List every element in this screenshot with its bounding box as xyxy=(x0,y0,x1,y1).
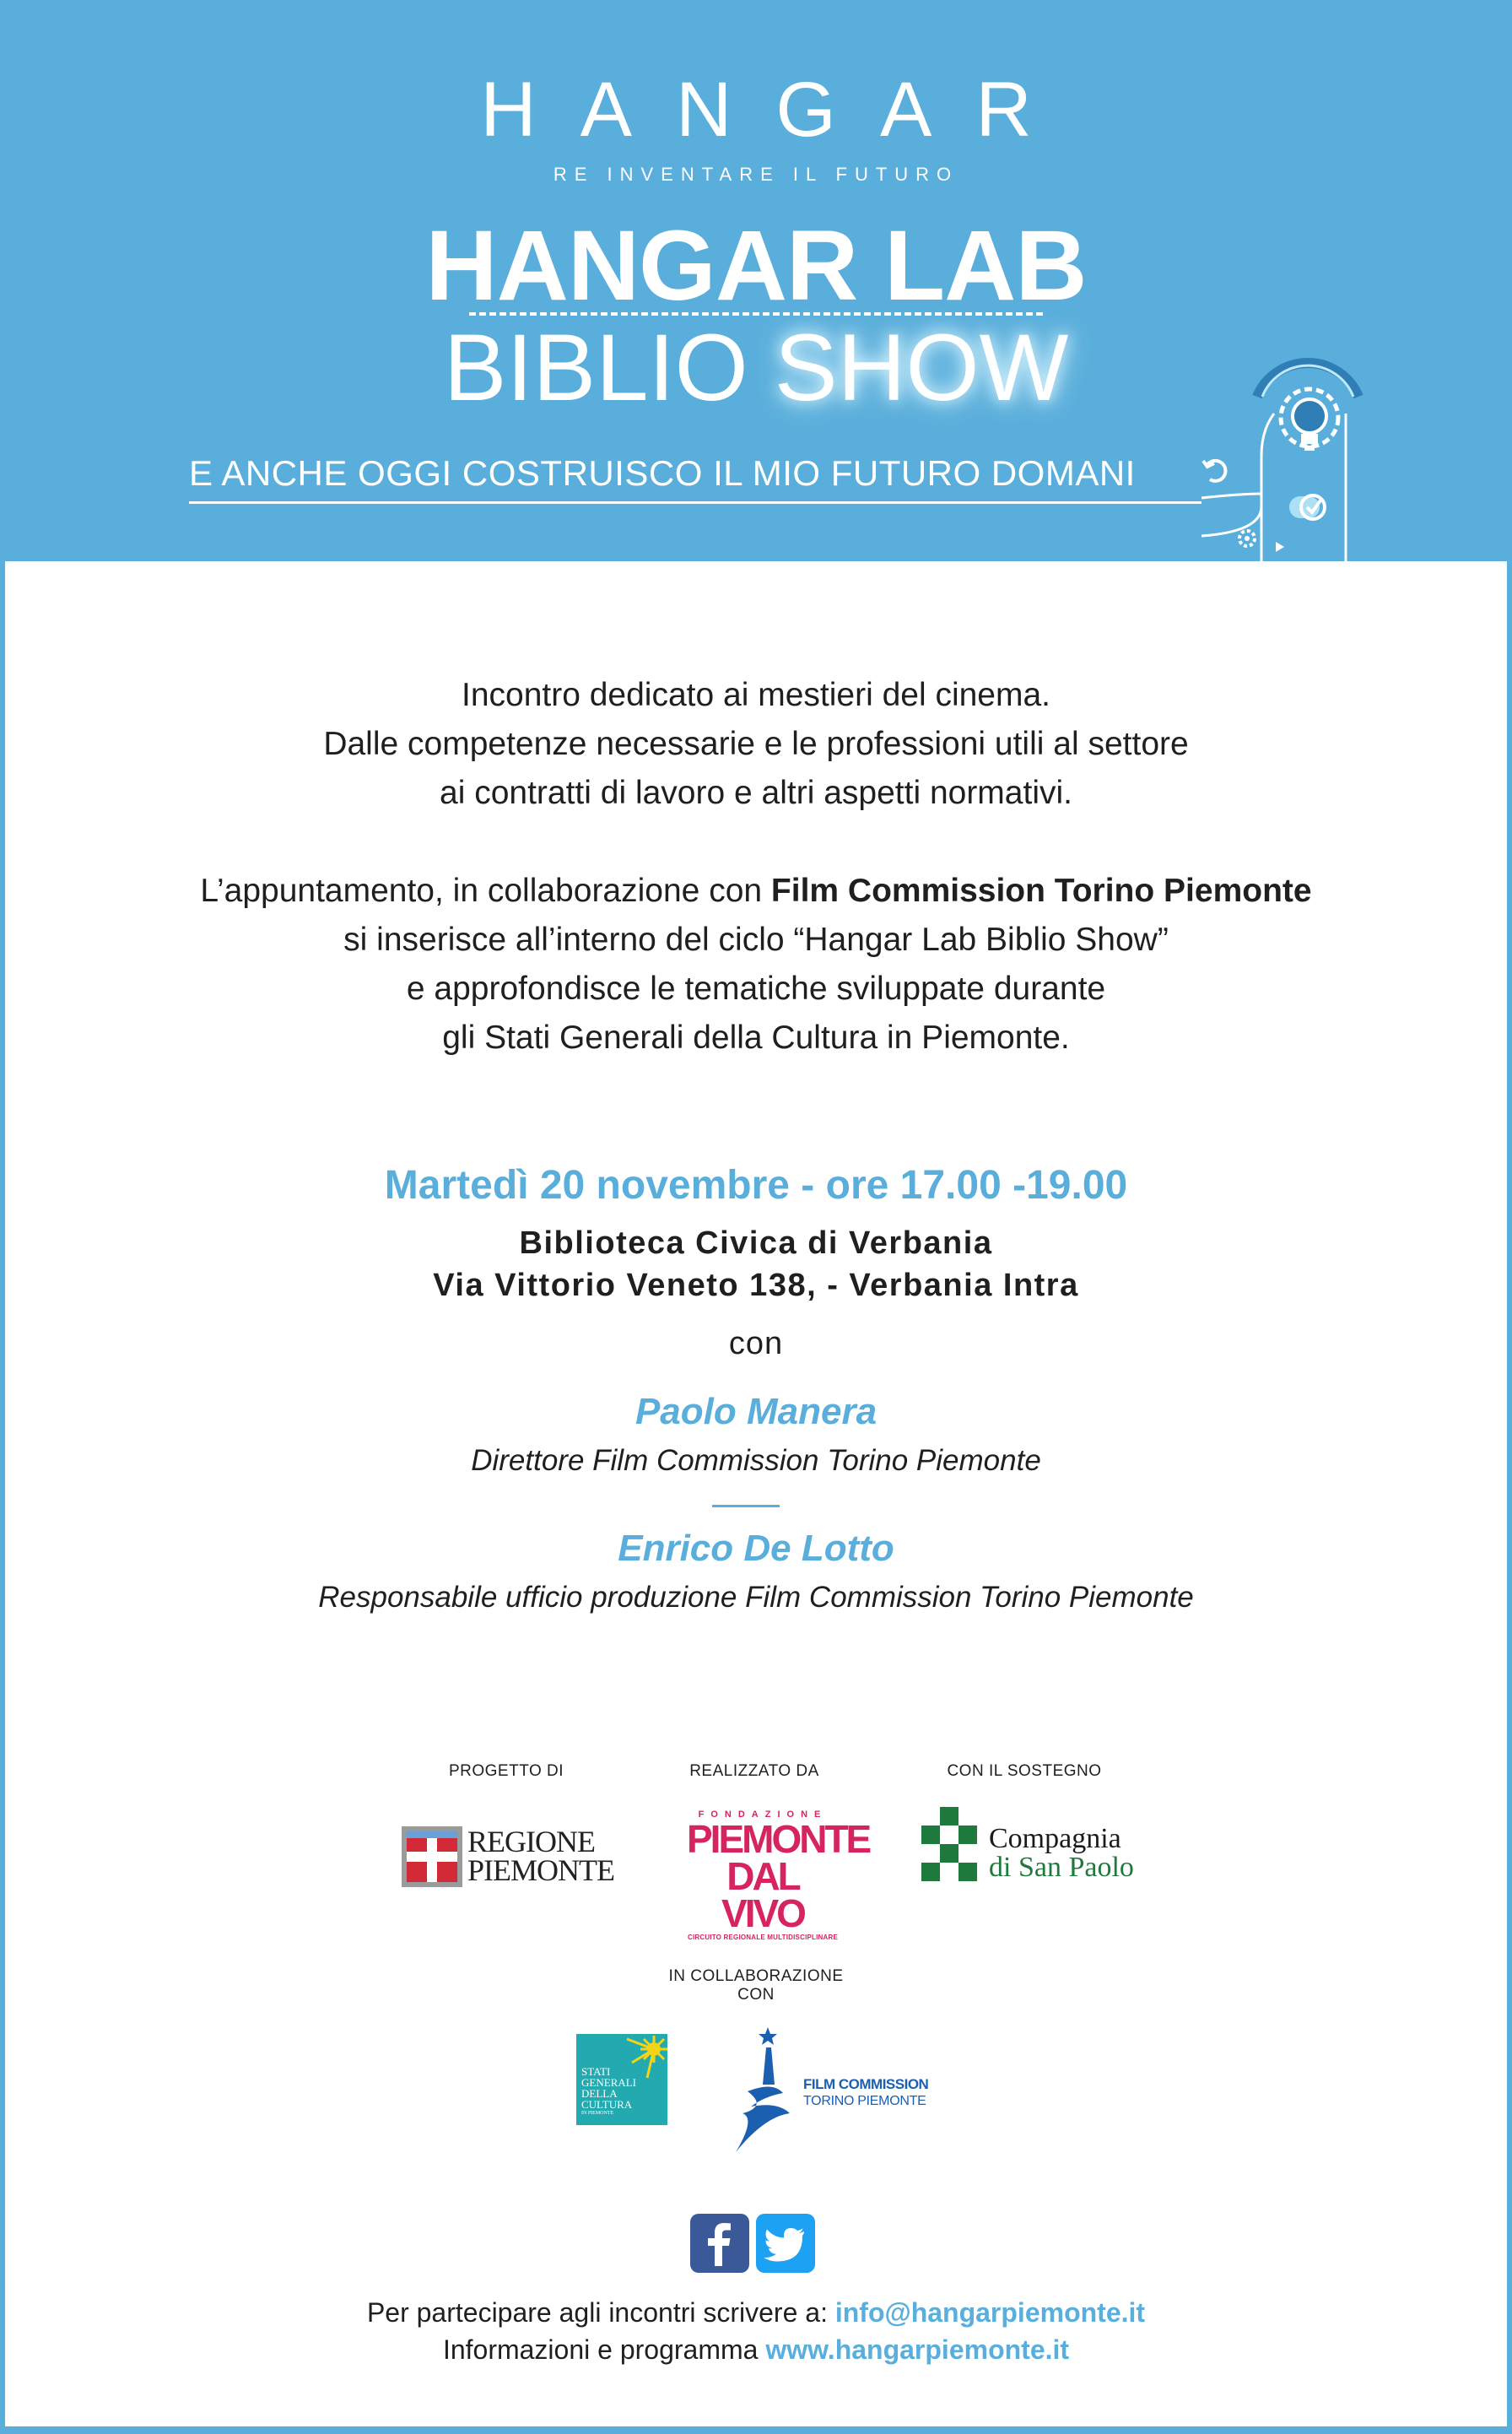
sgc-text-4: CULTURA xyxy=(581,2098,633,2111)
title-hangar-lab: HANGAR LAB xyxy=(425,210,1087,322)
checker-icon xyxy=(921,1807,977,1883)
speaker xyxy=(5,1525,1507,1618)
csp-text-1: Compagnia xyxy=(989,1823,1121,1854)
brand-word: HANGAR xyxy=(480,67,1076,153)
venue-name: Biblioteca Civica di Verbania xyxy=(519,1225,993,1261)
speaker xyxy=(5,1388,1507,1481)
speaker-name: Enrico De Lotto xyxy=(618,1528,894,1569)
intro-text xyxy=(5,671,1507,1112)
regione-shield-icon xyxy=(402,1826,462,1887)
footer-line-1 xyxy=(5,2294,1507,2331)
sostegno-label: CON IL SOSTEGNO xyxy=(947,1762,1102,1780)
twitter-icon[interactable] xyxy=(756,2214,815,2273)
pdv-fondazione: FONDAZIONE xyxy=(698,1809,828,1820)
with-label: con xyxy=(728,1326,784,1361)
csp-text-2: di San Paolo xyxy=(989,1852,1134,1883)
progetto-label: PROGETTO DI xyxy=(448,1762,564,1780)
speaker-separator xyxy=(712,1505,780,1507)
event-venue xyxy=(5,1222,1507,1306)
regione-text-2: PIEMONTE xyxy=(467,1853,614,1887)
collaborazione-label: IN COLLABORAZIONE CON xyxy=(668,1967,844,2004)
event-date: Martedì 20 novembre - ore 17.00 -19.00 xyxy=(384,1163,1128,1208)
fc-text-2: TORINO PIEMONTE xyxy=(803,2094,926,2108)
stati-generali-logo xyxy=(576,2034,667,2125)
footer-contact-label: Per partecipare agli incontri scrivere a: xyxy=(366,2297,835,2328)
sgc-text-5: IN PIEMONTE xyxy=(581,2111,614,2116)
header-tagline: E ANCHE OGGI COSTRUISCO IL MIO FUTURO DOMANI xyxy=(189,453,1136,493)
mole-icon xyxy=(731,2026,807,2161)
header xyxy=(0,0,1512,561)
film-commission-logo xyxy=(731,2026,933,2161)
twitter-glyph xyxy=(756,2214,815,2273)
intro-line: L’appuntamento, in collaborazione con xyxy=(200,873,771,909)
intro-line: Dalle competenze necessarie e le professioni utili al settore xyxy=(323,726,1189,762)
facebook-icon[interactable] xyxy=(690,2214,749,2273)
intro-film-commission: Film Commission Torino Piemonte xyxy=(770,873,1312,909)
speaker-role: Direttore Film Commission Torino Piemonte xyxy=(471,1444,1041,1477)
piemonte-dal-vivo-logo xyxy=(687,1809,870,1941)
pdv-text-1: PIEMONTE xyxy=(687,1817,870,1861)
intro-line: ai contratti di lavoro e altri aspetti normativi. xyxy=(440,775,1072,811)
venue-address: Via Vittorio Veneto 138, - Verbania Intra xyxy=(433,1268,1079,1303)
pdv-circuito: CIRCUITO REGIONALE MULTIDISCIPLINARE xyxy=(687,1934,839,1941)
sgc-text xyxy=(581,2066,636,2117)
sgc-text-1: STATI xyxy=(581,2065,611,2078)
decoration xyxy=(1181,338,1384,561)
regione-text-1: REGIONE xyxy=(467,1825,595,1858)
fc-text-1: FILM COMMISSION xyxy=(803,2076,929,2092)
intro-line: Incontro dedicato ai mestieri del cinema. xyxy=(461,677,1051,713)
footer-text xyxy=(5,2294,1507,2368)
footer-info-label: Informazioni e programma xyxy=(442,2334,766,2365)
email-link[interactable]: info@hangarpiemonte.it xyxy=(834,2297,1146,2328)
compagnia-san-paolo-logo xyxy=(921,1807,1141,1891)
content-panel xyxy=(5,561,1507,2426)
brand-tagline: RE INVENTARE IL FUTURO xyxy=(553,164,959,185)
title-show: SHOW xyxy=(774,315,1069,420)
title-biblio: BIBLIO xyxy=(443,315,748,420)
regione-piemonte-logo xyxy=(402,1823,614,1890)
facebook-glyph xyxy=(690,2214,749,2273)
website-link[interactable]: www.hangarpiemonte.it xyxy=(765,2334,1070,2365)
pdv-text-2: DAL VIVO xyxy=(721,1854,804,1935)
realizzato-label: REALIZZATO DA xyxy=(689,1762,819,1780)
intro-line: si inserisce all’interno del ciclo “Hangar Lab Biblio Show” xyxy=(343,922,1169,958)
speaker-role: Responsabile ufficio produzione Film Commission Torino Piemonte xyxy=(318,1581,1194,1614)
speaker-name: Paolo Manera xyxy=(634,1391,878,1432)
sgc-text-2: GENERALI xyxy=(581,2076,636,2089)
brand xyxy=(0,68,1512,186)
lightbulb-gear-icon xyxy=(1281,389,1338,451)
intro-line: e approfondisce le tematiche sviluppate durante xyxy=(406,971,1106,1007)
intro-line: gli Stati Generali della Cultura in Piemonte. xyxy=(442,1020,1070,1056)
tagline-underline xyxy=(189,501,1202,504)
check-icon xyxy=(1289,495,1325,519)
sgc-text-3: DELLA xyxy=(581,2087,618,2100)
refresh-icon xyxy=(1203,461,1225,481)
footer-line-2 xyxy=(5,2331,1507,2368)
